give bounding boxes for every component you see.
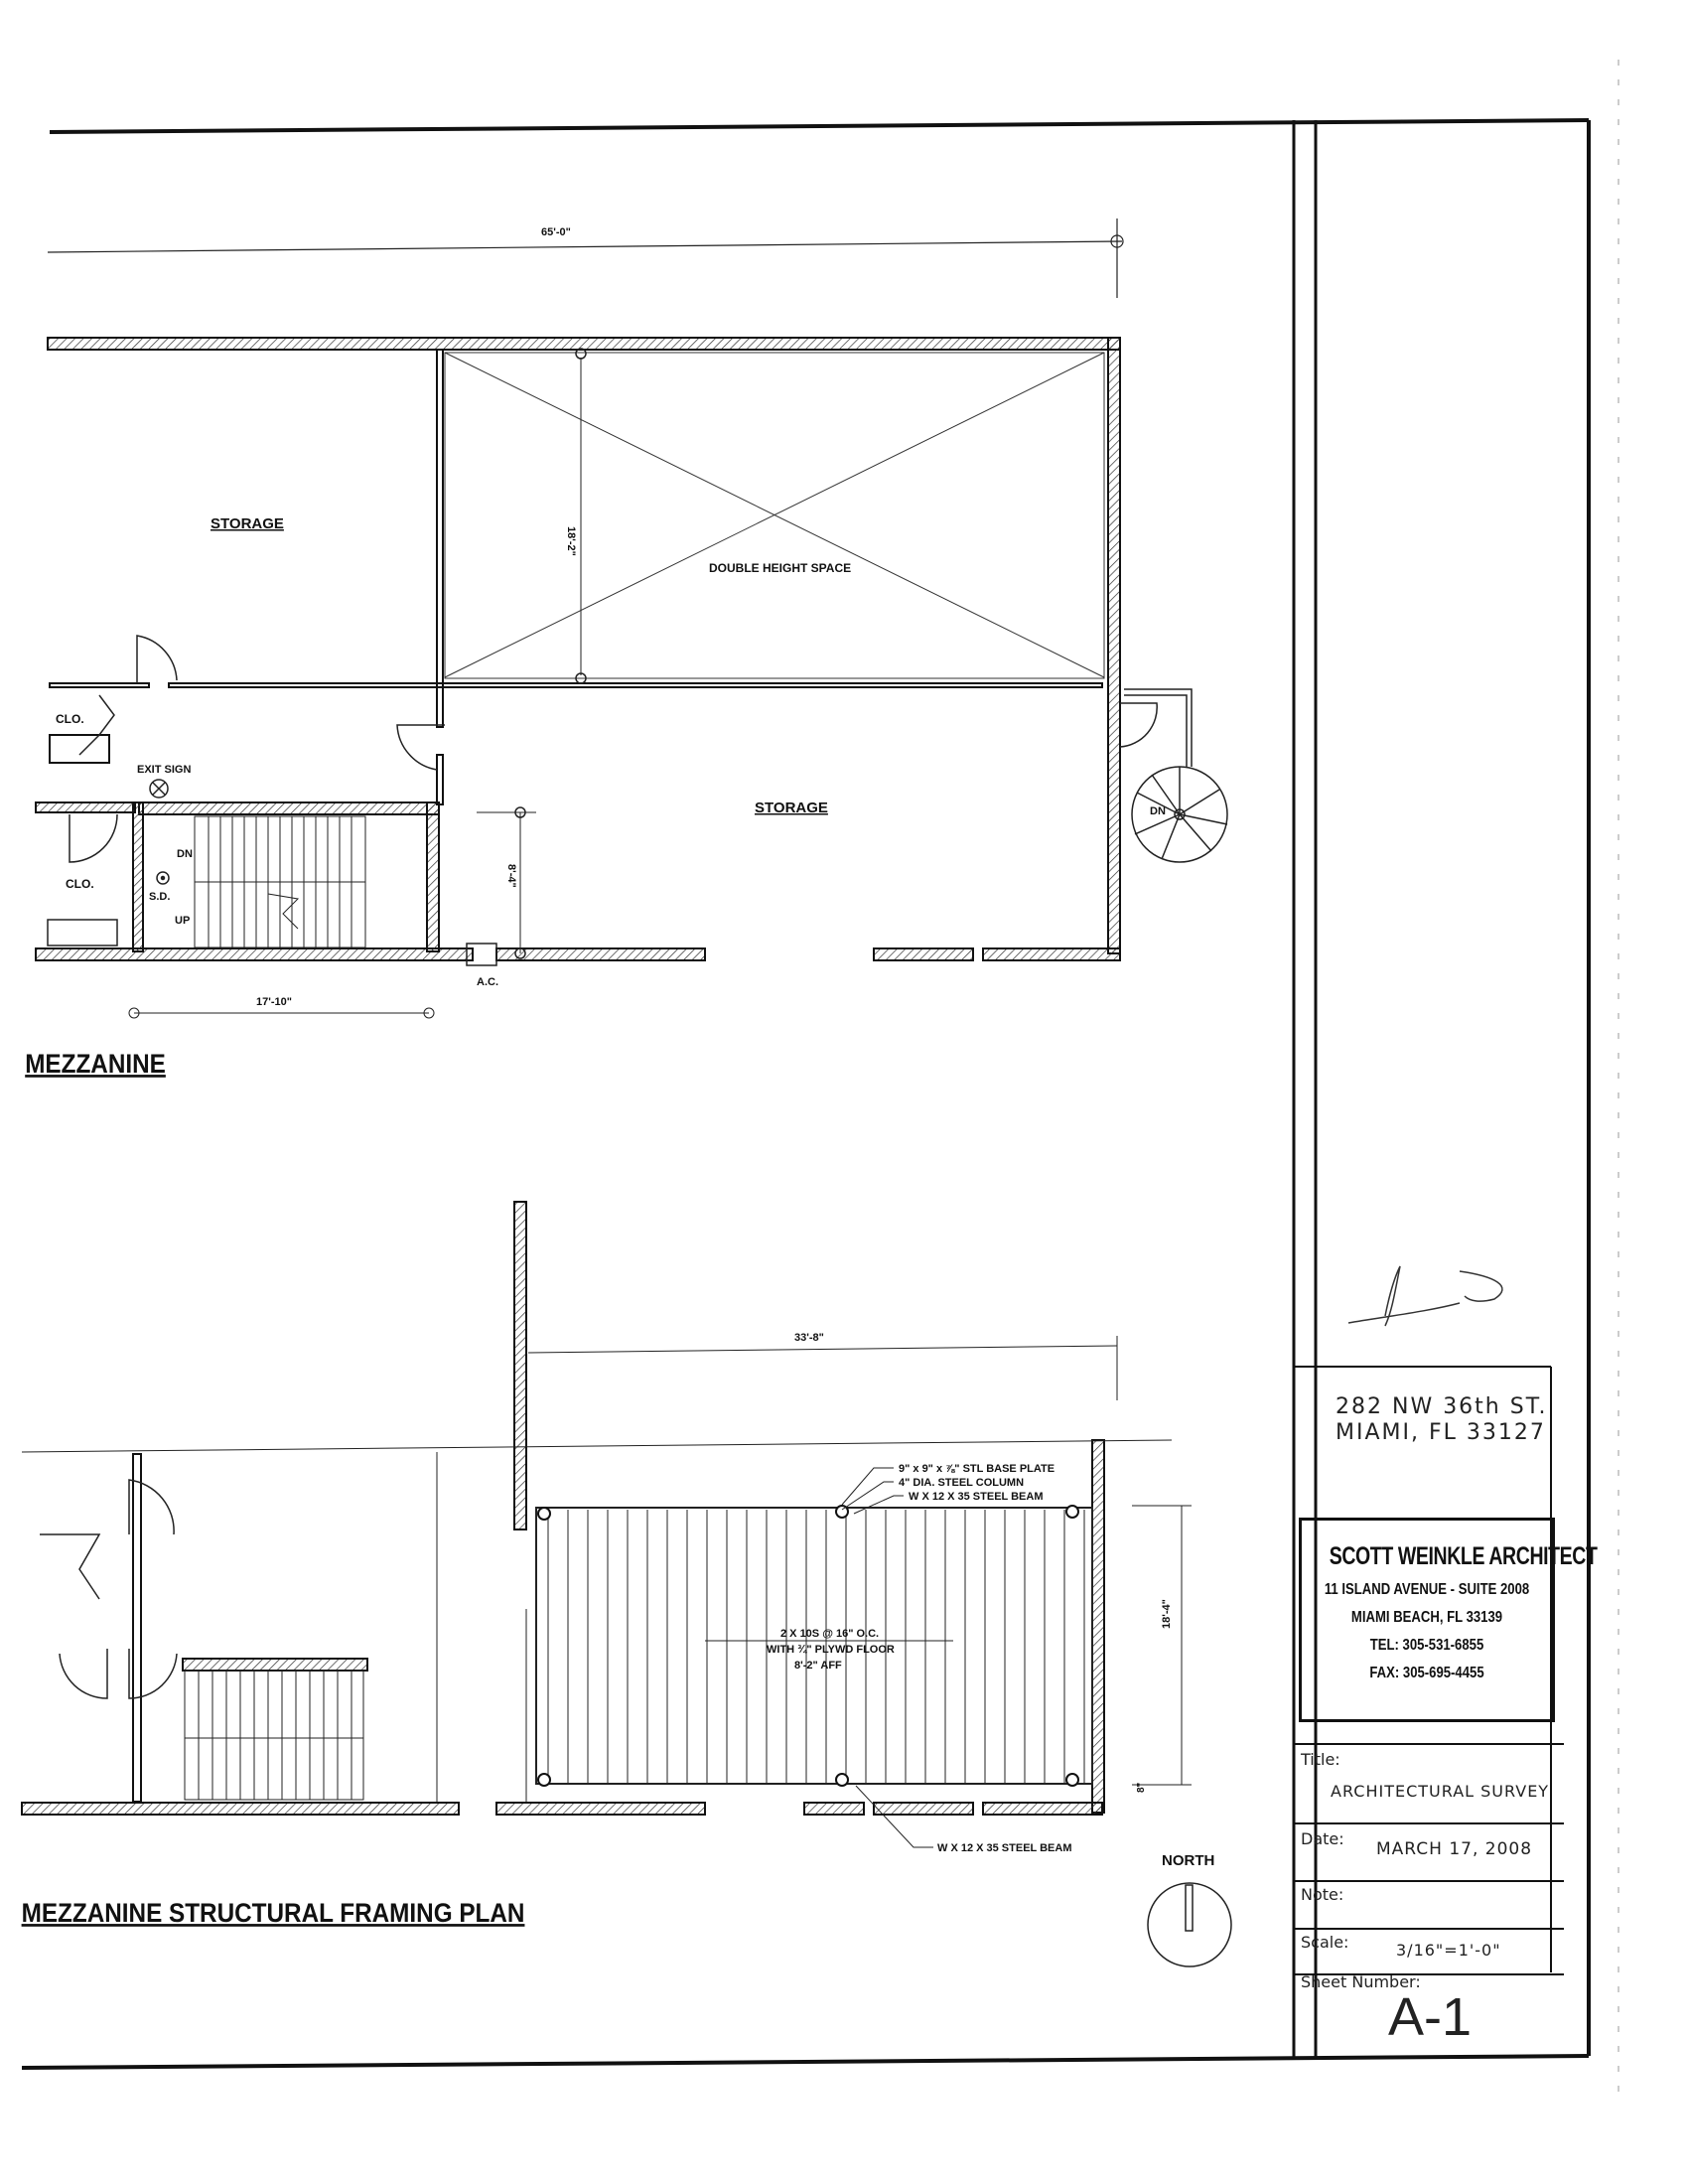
label-spiral-dn: DN bbox=[1150, 805, 1166, 817]
label-stair-dn: DN bbox=[177, 848, 193, 860]
sheet-border bbox=[22, 120, 1598, 2068]
stair-treads-bottom bbox=[185, 1671, 363, 1800]
mezzanine-floor-plan bbox=[25, 218, 1227, 1079]
doors-bottom bbox=[40, 1480, 177, 1698]
label-ac: A.C. bbox=[477, 976, 498, 988]
date-label: Date: bbox=[1301, 1829, 1344, 1848]
stair-treads-top bbox=[195, 816, 365, 947]
room-storage-upper: STORAGE bbox=[211, 515, 284, 532]
firm-address2: MIAMI BEACH, FL 33139 bbox=[1350, 1609, 1503, 1626]
smoke-detector-icon bbox=[157, 872, 169, 884]
sink-counter bbox=[48, 920, 117, 946]
sheet-number-label: Sheet Number: bbox=[1301, 1972, 1421, 1991]
plan-title-structural: MEZZANINE STRUCTURAL FRAMING PLAN bbox=[21, 1898, 525, 1929]
room-closet-upper: CLO. bbox=[56, 712, 84, 726]
leader-lines bbox=[842, 1468, 933, 1847]
structural-framing-plan bbox=[22, 1202, 1231, 1966]
framing-note-line3: 8'-2" AFF bbox=[794, 1660, 842, 1672]
note-label: Note: bbox=[1301, 1885, 1344, 1904]
callout-beam-bottom: W X 12 X 35 STEEL BEAM bbox=[937, 1842, 1072, 1854]
room-closet-lower: CLO. bbox=[66, 877, 94, 891]
double-height-space-x bbox=[445, 353, 1104, 678]
firm-stamp-box bbox=[1299, 1518, 1598, 1722]
dim-double-height-depth: 18'-2" bbox=[565, 526, 577, 556]
scale-label: Scale: bbox=[1301, 1933, 1349, 1952]
date-value: MARCH 17, 2008 bbox=[1376, 1839, 1533, 1859]
dim-bottom-left: 17'-10" bbox=[256, 996, 292, 1008]
dim-framing-width: 33'-8" bbox=[794, 1332, 824, 1344]
project-address-line1: 282 NW 36th ST. bbox=[1336, 1394, 1548, 1419]
exterior-walls bbox=[36, 338, 1120, 960]
scale-value: 3/16"=1'-0" bbox=[1396, 1941, 1501, 1960]
north-arrow-icon bbox=[1148, 1883, 1231, 1966]
dim-framing-depth: 18'-4" bbox=[1161, 1599, 1173, 1629]
north-label: NORTH bbox=[1162, 1852, 1215, 1869]
label-smoke-detector: S.D. bbox=[149, 891, 171, 903]
callout-steel-column: 4" DIA. STEEL COLUMN bbox=[899, 1477, 1025, 1489]
callout-beam-top: W X 12 X 35 STEEL BEAM bbox=[909, 1491, 1044, 1503]
room-storage-lower: STORAGE bbox=[755, 800, 828, 816]
dim-framing-small: 8" bbox=[1136, 1782, 1147, 1793]
spiral-stair bbox=[1124, 689, 1227, 862]
plan-title-mezzanine: MEZZANINE bbox=[25, 1049, 166, 1080]
sheet-number-value: A-1 bbox=[1388, 1987, 1473, 2047]
columns-top bbox=[515, 349, 586, 958]
label-stair-up: UP bbox=[175, 915, 191, 927]
framing-grid-lines bbox=[22, 1336, 1192, 1803]
title-label: Title: bbox=[1301, 1750, 1340, 1769]
firm-address1: 11 ISLAND AVENUE - SUITE 2008 bbox=[1324, 1581, 1530, 1598]
overall-width-dimension bbox=[48, 218, 1123, 298]
project-address-line2: MIAMI, FL 33127 bbox=[1336, 1420, 1546, 1445]
firm-fax: FAX: 305-695-4455 bbox=[1369, 1665, 1484, 1681]
label-exit-sign: EXIT SIGN bbox=[137, 764, 192, 776]
firm-tel: TEL: 305-531-6855 bbox=[1369, 1637, 1484, 1654]
title-value: ARCHITECTURAL SURVEY bbox=[1331, 1782, 1550, 1801]
dim-storage-depth: 8'-4" bbox=[505, 864, 517, 888]
dim-overall-width: 65'-0" bbox=[541, 226, 571, 238]
framing-note-line2: WITH ¾" PLYWD FLOOR bbox=[767, 1644, 895, 1656]
room-double-height: DOUBLE HEIGHT SPACE bbox=[709, 561, 852, 575]
architect-signature bbox=[1348, 1266, 1502, 1326]
framing-note-line1: 2 X 10S @ 16" O.C. bbox=[780, 1628, 880, 1640]
exit-sign-icon bbox=[150, 780, 168, 798]
callout-base-plate: 9" x 9" x ⅞" STL BASE PLATE bbox=[899, 1463, 1055, 1475]
firm-name: SCOTT WEINKLE ARCHITECT bbox=[1329, 1542, 1598, 1570]
